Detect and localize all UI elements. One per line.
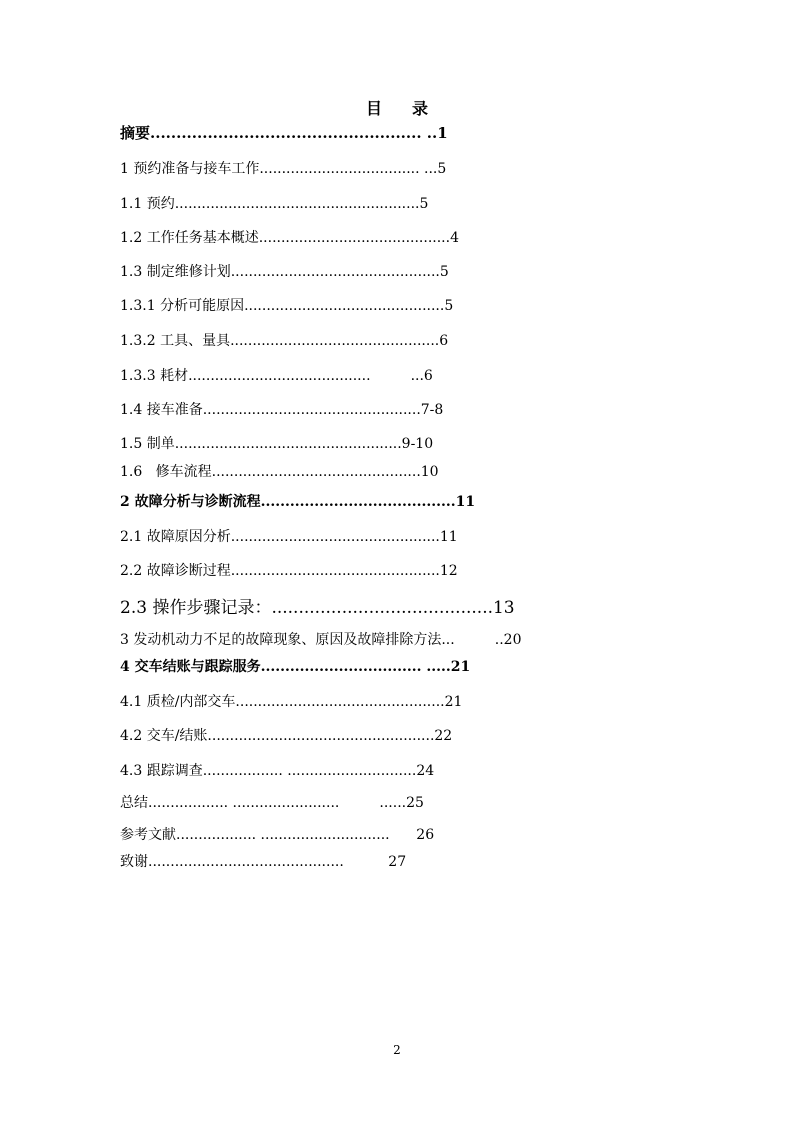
toc-entry: 1.6 修车流程...............................................10 xyxy=(120,464,439,480)
toc-entry: 3 发动机动力不足的故障现象、原因及故障排除方法... ..20 xyxy=(120,632,522,648)
title-char-1: 目 xyxy=(365,99,382,118)
toc-entry: 1.3 制定维修计划...............................................5 xyxy=(120,264,449,280)
toc-entry: 1.4 接车准备.................................................7-8 xyxy=(120,402,444,418)
toc-entry: 1.1 预约.......................................................5 xyxy=(120,196,429,212)
toc-title xyxy=(0,96,794,119)
toc-entry: 1 预约准备与接车工作.................................... ...5 xyxy=(120,161,447,177)
toc-entry: 总结.................. ........................ ......25 xyxy=(120,795,424,811)
toc-entry: 摘要.................................................... ..1 xyxy=(120,124,448,142)
toc-entry: 2.3 操作步骤记录：.........................................13 xyxy=(120,598,515,618)
toc-entry: 2.1 故障原因分析...............................................11 xyxy=(120,529,458,545)
toc-entry: 1.5 制单...................................................9-10 xyxy=(120,436,434,452)
toc-entry: 2 故障分析与诊断流程........................................11 xyxy=(120,494,476,510)
toc-entry: 致谢............................................ 27 xyxy=(120,854,407,870)
toc-entry: 1.3.3 耗材......................................... ...6 xyxy=(120,368,433,384)
toc-entry: 4.2 交车/结账...................................................22 xyxy=(120,728,453,744)
page-number: 2 xyxy=(393,1043,401,1057)
toc-entry: 1.2 工作任务基本概述...........................................4 xyxy=(120,230,459,246)
title-char-2: 录 xyxy=(412,99,429,118)
toc-entry: 4.1 质检/内部交车...............................................21 xyxy=(120,694,463,710)
toc-entry: 4.3 跟踪调查.................. .............................24 xyxy=(120,763,435,779)
toc-entry: 参考文献.................. ............................. 26 xyxy=(120,827,435,843)
toc-entry: 1.3.1 分析可能原因.............................................5 xyxy=(120,298,454,314)
toc-entry: 4 交车结账与跟踪服务................................. .....21 xyxy=(120,659,471,675)
toc-entry: 2.2 故障诊断过程...............................................12 xyxy=(120,563,458,579)
toc-entry: 1.3.2 工具、量具...............................................6 xyxy=(120,333,449,349)
